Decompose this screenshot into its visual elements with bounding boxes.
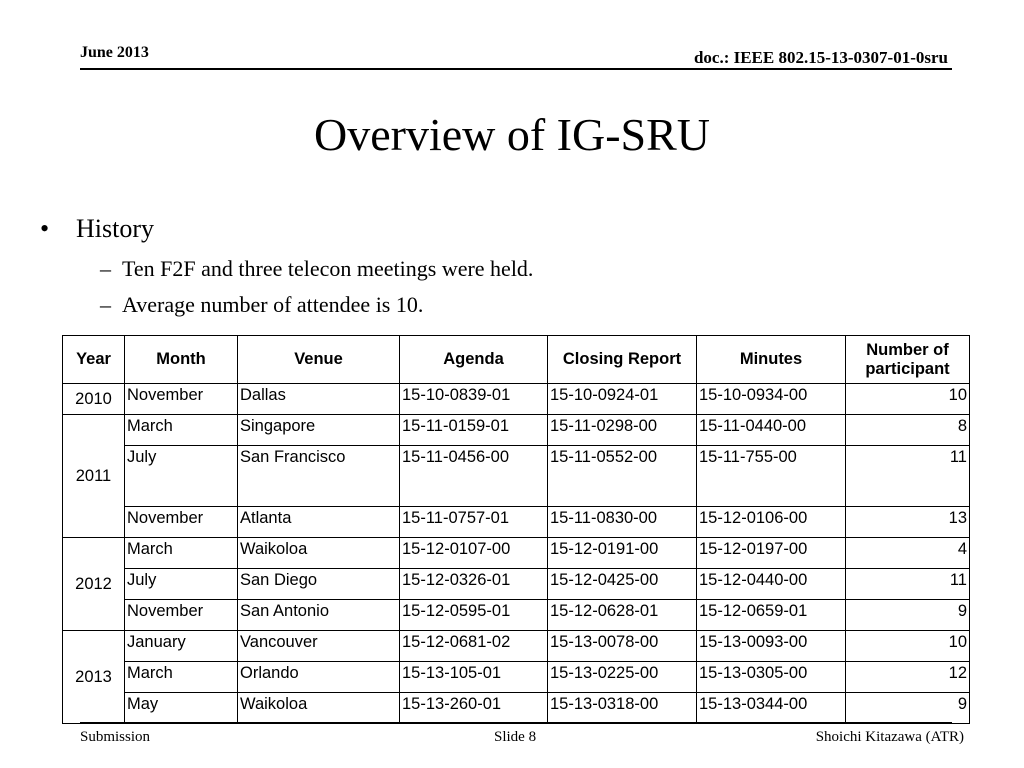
bullet-history: [40, 214, 154, 244]
venue-cell: Atlanta: [238, 507, 400, 538]
agenda-cell: 15-13-260-01: [400, 693, 548, 724]
closing-report-cell: 15-13-0078-00: [548, 631, 697, 662]
month-cell: May: [125, 693, 238, 724]
history-table: [62, 335, 970, 724]
footer-slide-number: Slide 8: [494, 729, 537, 745]
agenda-cell: 15-13-105-01: [400, 662, 548, 693]
closing-report-cell: 15-10-0924-01: [548, 384, 697, 415]
participant-cell: 4: [846, 538, 970, 569]
bullet-history-text: History: [76, 214, 154, 243]
closing-report-cell: 15-13-0225-00: [548, 662, 697, 693]
venue-cell: San Antonio: [238, 600, 400, 631]
sub-bullet-meetings-text: Ten F2F and three telecon meetings were held.: [122, 256, 534, 281]
table-row: [63, 693, 970, 724]
header-year: Year: [63, 336, 125, 384]
footer-divider: [80, 722, 952, 723]
table-row: [63, 600, 970, 631]
year-cell: 2011: [63, 415, 125, 538]
agenda-cell: 15-11-0159-01: [400, 415, 548, 446]
closing-report-cell: 15-11-0298-00: [548, 415, 697, 446]
participant-cell: 13: [846, 507, 970, 538]
header-divider: [80, 68, 952, 70]
table-row: [63, 538, 970, 569]
participant-cell: 9: [846, 600, 970, 631]
agenda-cell: 15-10-0839-01: [400, 384, 548, 415]
bullet-dot-icon: •: [40, 214, 50, 243]
month-cell: July: [125, 569, 238, 600]
minutes-cell: 15-12-0659-01: [697, 600, 846, 631]
closing-report-cell: 15-12-0628-01: [548, 600, 697, 631]
venue-cell: Waikoloa: [238, 538, 400, 569]
table-row: [63, 507, 970, 538]
agenda-cell: 15-12-0595-01: [400, 600, 548, 631]
year-cell: 2012: [63, 538, 125, 631]
minutes-cell: 15-11-755-00: [697, 446, 846, 507]
venue-cell: Waikoloa: [238, 693, 400, 724]
agenda-cell: 15-11-0757-01: [400, 507, 548, 538]
header-month: Month: [125, 336, 238, 384]
month-cell: November: [125, 507, 238, 538]
closing-report-cell: 15-12-0191-00: [548, 538, 697, 569]
header-participants: Number of participant: [846, 336, 970, 384]
minutes-cell: 15-12-0197-00: [697, 538, 846, 569]
table-row: [63, 384, 970, 415]
agenda-cell: 15-12-0107-00: [400, 538, 548, 569]
sub-bullet-meetings: [100, 256, 533, 282]
minutes-cell: 15-10-0934-00: [697, 384, 846, 415]
header-venue: Venue: [238, 336, 400, 384]
venue-cell: Vancouver: [238, 631, 400, 662]
header-agenda: Agenda: [400, 336, 548, 384]
year-cell: 2010: [63, 384, 125, 415]
table-row: [63, 662, 970, 693]
minutes-cell: 15-13-0093-00: [697, 631, 846, 662]
closing-report-cell: 15-13-0318-00: [548, 693, 697, 724]
agenda-cell: 15-12-0326-01: [400, 569, 548, 600]
dash-icon: –: [100, 256, 111, 281]
minutes-cell: 15-12-0106-00: [697, 507, 846, 538]
month-cell: March: [125, 415, 238, 446]
participant-cell: 10: [846, 384, 970, 415]
venue-cell: Singapore: [238, 415, 400, 446]
table-header-row: [63, 336, 970, 384]
agenda-cell: 15-12-0681-02: [400, 631, 548, 662]
month-cell: July: [125, 446, 238, 507]
header-minutes: Minutes: [697, 336, 846, 384]
closing-report-cell: 15-11-0552-00: [548, 446, 697, 507]
venue-cell: Dallas: [238, 384, 400, 415]
closing-report-cell: 15-11-0830-00: [548, 507, 697, 538]
table-row: [63, 415, 970, 446]
participant-cell: 11: [846, 446, 970, 507]
table-row: [63, 569, 970, 600]
minutes-cell: 15-12-0440-00: [697, 569, 846, 600]
agenda-cell: 15-11-0456-00: [400, 446, 548, 507]
participant-cell: 8: [846, 415, 970, 446]
slide-title: Overview of IG-SRU: [313, 109, 711, 160]
closing-report-cell: 15-12-0425-00: [548, 569, 697, 600]
table-row: [63, 446, 970, 507]
participant-cell: 12: [846, 662, 970, 693]
footer-submission: Submission: [80, 729, 151, 745]
participant-cell: 9: [846, 693, 970, 724]
year-cell: 2013: [63, 631, 125, 724]
header-date: June 2013: [80, 44, 149, 61]
month-cell: November: [125, 384, 238, 415]
minutes-cell: 15-13-0344-00: [697, 693, 846, 724]
participant-cell: 10: [846, 631, 970, 662]
venue-cell: San Diego: [238, 569, 400, 600]
participant-cell: 11: [846, 569, 970, 600]
venue-cell: Orlando: [238, 662, 400, 693]
month-cell: March: [125, 662, 238, 693]
month-cell: November: [125, 600, 238, 631]
minutes-cell: 15-11-0440-00: [697, 415, 846, 446]
minutes-cell: 15-13-0305-00: [697, 662, 846, 693]
table-row: [63, 631, 970, 662]
sub-bullet-attendee-text: Average number of attendee is 10.: [122, 292, 424, 317]
header-closing-report: Closing Report: [548, 336, 697, 384]
footer-author: Shoichi Kitazawa (ATR): [815, 729, 964, 745]
header-doc-id: doc.: IEEE 802.15-13-0307-01-0sru: [693, 48, 948, 67]
venue-cell: San Francisco: [238, 446, 400, 507]
month-cell: March: [125, 538, 238, 569]
month-cell: January: [125, 631, 238, 662]
sub-bullet-attendee: [100, 292, 423, 318]
dash-icon: –: [100, 292, 111, 317]
